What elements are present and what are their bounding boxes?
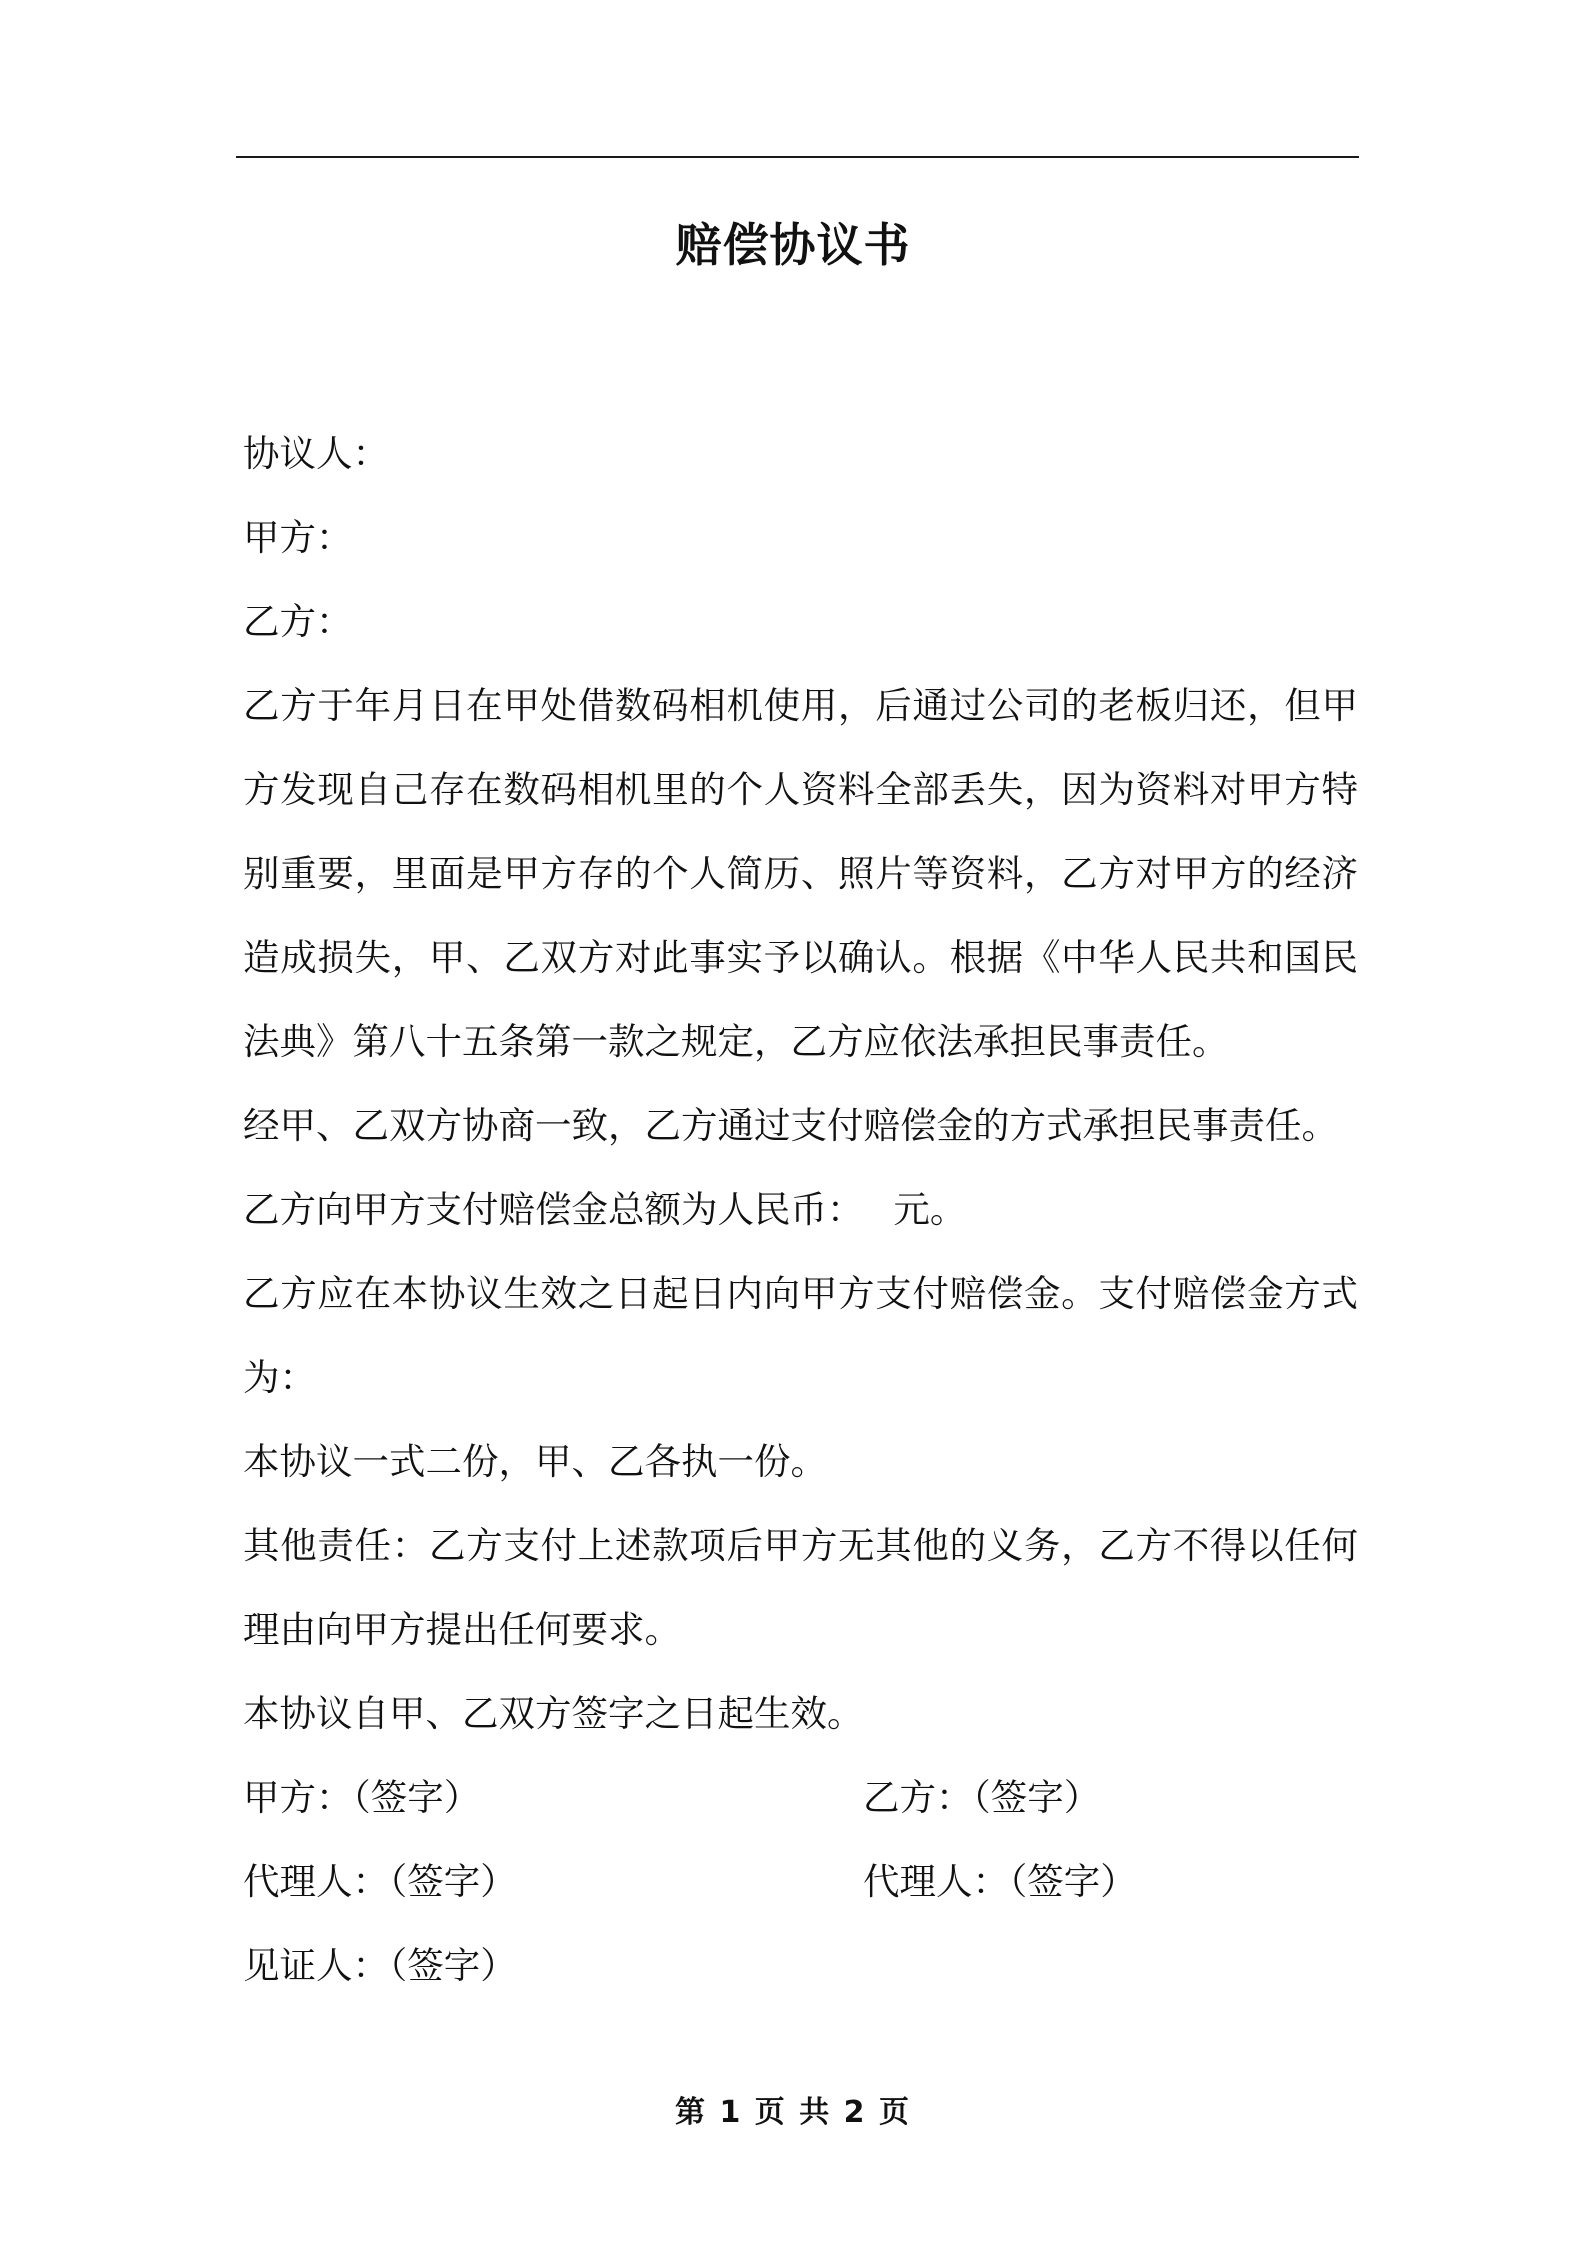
- paragraph-parties-heading: 协议人：: [243, 432, 389, 475]
- paragraph-facts: 乙方于年月日在甲处借数码相机使用，后通过公司的老板归还，但甲方发现自己存在数码相机里的个人资料全部丢失，因为资料对甲方特别重要，里面是甲方存的个人简历、照片等资料，乙方对甲方的经济造成损失，甲、乙双方对此事实予以确认。根据《中华人民共和国民法典》第八十五条第一款之规定，乙方应依法承担民事责任。: [243, 684, 1358, 1063]
- paragraph-party-a: 甲方：: [243, 516, 353, 559]
- paragraph-effective: 本协议自甲、乙双方签字之日起生效。: [243, 1692, 864, 1735]
- paragraph-amount: 乙方向甲方支付赔偿金总额为人民币： 元。: [243, 1188, 967, 1231]
- signature-witness: 见证人：（签字）: [243, 1944, 517, 1987]
- signature-row-parties: [243, 1756, 1358, 1840]
- paragraph-payment-terms: 乙方应在本协议生效之日起日内向甲方支付赔偿金。支付赔偿金方式为：: [243, 1272, 1358, 1399]
- signature-party-a: 甲方：（签字）: [243, 1776, 481, 1819]
- signature-row-agents: [243, 1840, 1358, 1924]
- paragraph-other-duties: 其他责任：乙方支付上述款项后甲方无其他的义务，乙方不得以任何理由向甲方提出任何要求。: [243, 1524, 1358, 1651]
- document-body: [243, 412, 1358, 2008]
- signature-row-witness: [243, 1924, 1358, 2008]
- header-rule: [236, 156, 1359, 158]
- page-number-footer: 第 1 页 共 2 页: [675, 2095, 911, 2130]
- paragraph-party-b: 乙方：: [243, 600, 353, 643]
- signature-agent-a: 代理人：（签字）: [243, 1860, 517, 1903]
- paragraph-negotiation: 经甲、乙双方协商一致，乙方通过支付赔偿金的方式承担民事责任。: [243, 1104, 1338, 1147]
- document-title: 赔偿协议书: [675, 218, 911, 272]
- signature-party-b: 乙方：（签字）: [863, 1776, 1101, 1819]
- signature-agent-b: 代理人：（签字）: [863, 1860, 1137, 1903]
- paragraph-copies: 本协议一式二份，甲、乙各执一份。: [243, 1440, 827, 1483]
